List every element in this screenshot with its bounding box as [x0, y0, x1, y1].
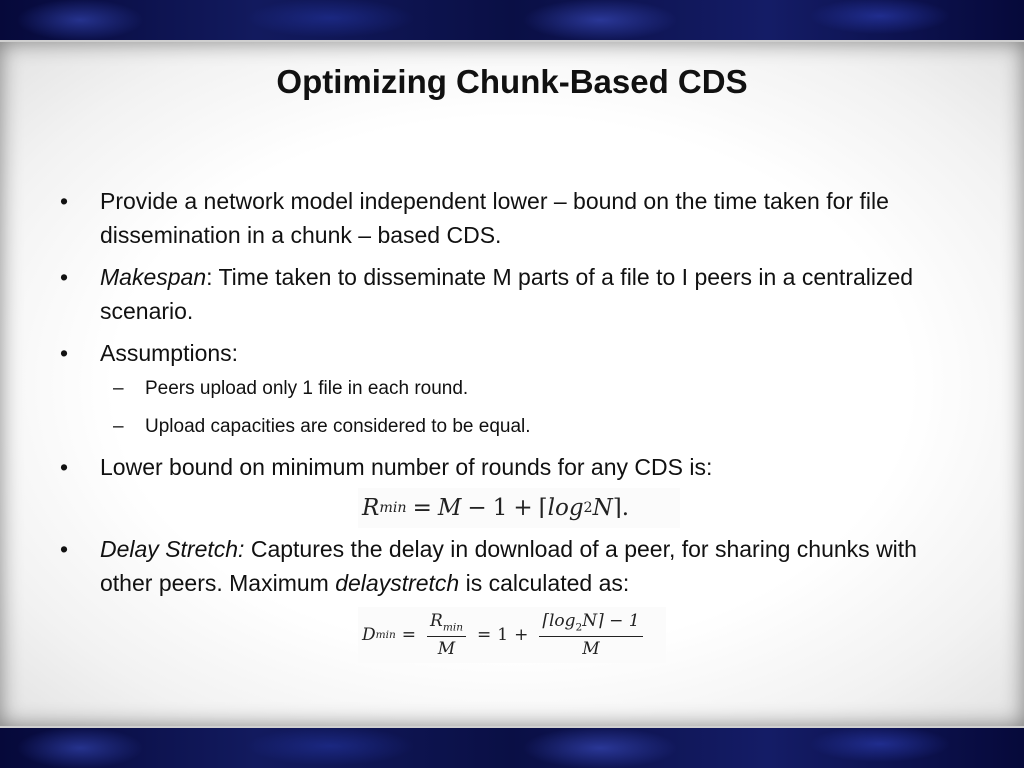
- bullet-text: : Time taken to disseminate M parts of a file to I peers in a centralized scenario.: [100, 264, 914, 324]
- bullet-item: [60, 336, 950, 370]
- bullet-marker: •: [60, 454, 69, 480]
- sub-bullet-item: [113, 374, 925, 404]
- bullet-marker: •: [60, 188, 69, 214]
- bullet-marker: •: [60, 264, 69, 290]
- sub-bullet-item: [113, 412, 925, 442]
- formula-dmin: D min = $\frac{R_{min}}{M}$ = 1 + $\frac{⌈\log_2N⌉ - 1}{M}$: [358, 607, 666, 663]
- term-delay-stretch: Delay Stretch:: [100, 536, 245, 562]
- formula-rmin: R min = M − 1 + ⌈ log 2 N ⌉ .: [358, 488, 680, 528]
- slide-title: Optimizing Chunk-Based CDS: [276, 63, 748, 100]
- bullet-item: [60, 260, 950, 328]
- bullet-text: Captures the delay in download of a peer, for sharing chunks with other peers. Maximum: [100, 536, 917, 596]
- sub-bullet-text: Upload capacities are considered to be equal.: [145, 416, 531, 437]
- top-decorative-band: [0, 0, 1024, 40]
- bullet-item: [60, 450, 950, 484]
- bullet-marker: •: [60, 536, 69, 562]
- fraction-rmin-over-m: $\frac{R_{min}}{M}$: [427, 611, 466, 658]
- bullet-item: [60, 532, 950, 600]
- bullet-text: Provide a network model independent lower – bound on the time taken for file dissemination in a chunk – based CDS.: [100, 188, 889, 248]
- fraction-log-over-m: $\frac{⌈\log_2N⌉ - 1}{M}$: [539, 611, 642, 658]
- bullet-text: Assumptions:: [100, 340, 239, 366]
- sub-bullet-marker: –: [113, 416, 124, 437]
- term-makespan: Makespan: [100, 264, 207, 290]
- sub-bullet-marker: –: [113, 378, 124, 399]
- bullet-item: [60, 184, 950, 252]
- bullet-text-end: is calculated as:: [459, 570, 630, 596]
- sub-bullet-text: Peers upload only 1 file in each round.: [145, 378, 469, 399]
- bullet-text: Lower bound on minimum number of rounds for any CDS is:: [100, 454, 713, 480]
- term-delaystretch: delaystretch: [335, 570, 460, 596]
- bullet-marker: •: [60, 340, 69, 366]
- bottom-decorative-band: [0, 728, 1024, 768]
